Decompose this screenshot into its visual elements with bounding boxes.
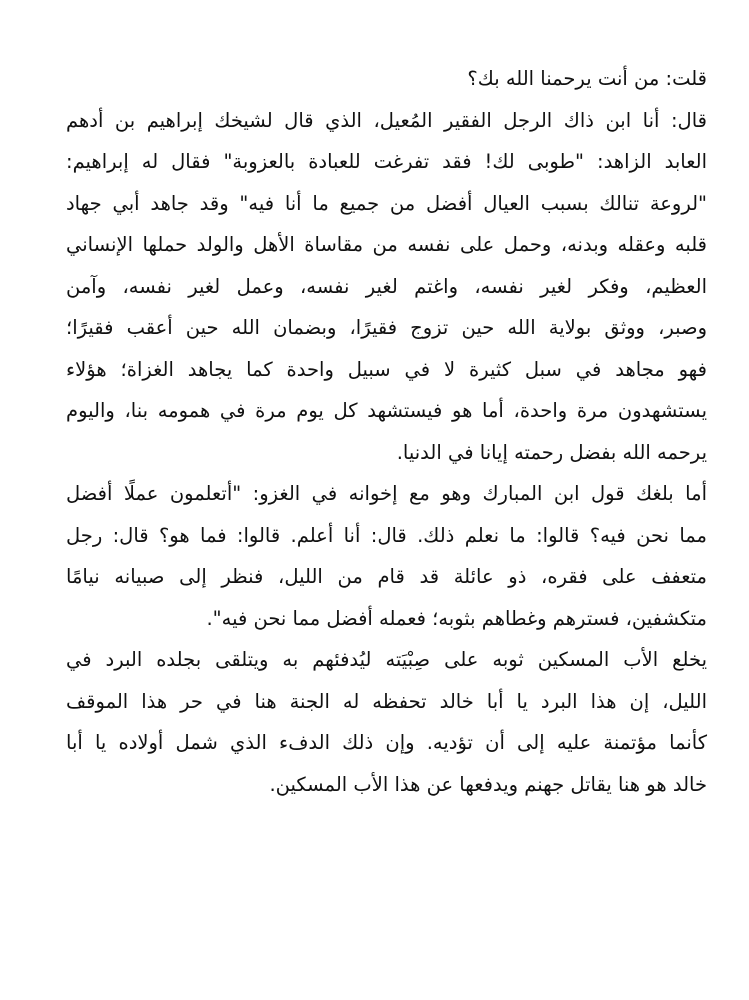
text-line: كأنما مؤتمنة عليه إلى أن تؤديه. وإن ذلك الدفء الذي شمل أولاده يا أبا — [66, 731, 707, 754]
text-line: خالد هو هنا يقاتل جهنم ويدفعها عن هذا الأب المسكين. — [269, 772, 707, 796]
text-line: العابد الزاهد: "طوبى لك! فقد تفرغت للعبادة بالعزوبة" فقال له إبراهيم: — [66, 150, 707, 173]
text-line: فهو مجاهد في سبل كثيرة لا في سبيل واحدة كما يجاهد الغزاة؛ هؤلاء — [66, 357, 707, 381]
text-line: الليل، إن هذا البرد يا أبا خالد تحفظه له الجنة هنا في حر هذا الموقف — [66, 689, 707, 713]
paragraph-3 — [66, 473, 707, 639]
text-line: قال: أنا ابن ذاك الرجل الفقير المُعيل، الذي قال لشيخك إبراهيم بن أدهم — [66, 108, 707, 132]
text-line: يستشهدون مرة واحدة، أما هو فيستشهد كل يوم مرة في همومه بنا، واليوم — [66, 399, 707, 422]
text-line: متكشفين، فسترهم وغطاهم بثوبه؛ فعمله أفضل مما نحن فيه". — [206, 606, 707, 630]
paragraph-1 — [66, 58, 707, 100]
text-line: "لروعة تنالك بسبب العيال أفضل من جميع ما أنا فيه" وقد جاهد أبي جهاد — [66, 191, 707, 215]
text-line: يخلع الأب المسكين ثوبه على صِبْيَته ليُدفئهم به ويتلقى بجلده البرد في — [66, 648, 707, 671]
text-line: قلبه وعقله وبدنه، وحمل على نفسه من مقاساة الأهل والولد حملها الإنساني — [66, 233, 707, 256]
paragraph-2 — [66, 100, 707, 474]
text-line: قلت: من أنت يرحمنا الله بك؟ — [467, 67, 707, 90]
text-line: وصبر، ووثق بولاية الله حين تزوج فقيرًا، وبضمان الله حين أعقب فقيرًا؛ — [66, 316, 707, 339]
text-line: العظيم، وفكر لغير نفسه، واغتم لغير نفسه، وعمل لغير نفسه، وآمن — [66, 274, 707, 298]
text-line: يرحمه الله بفضل رحمته إيانا في الدنيا. — [396, 440, 707, 464]
document-body — [66, 58, 707, 805]
text-line: مما نحن فيه؟ قالوا: ما نعلم ذلك. قال: أنا أعلم. قالوا: فما هو؟ قال: رجل — [66, 523, 707, 547]
text-line: أما بلغك قول ابن المبارك وهو مع إخوانه في الغزو: "أتعلمون عملًا أفضل — [66, 482, 707, 505]
text-line: متعفف على فقره، ذو عائلة قد قام من الليل، فنظر إلى صبيانه نيامًا — [66, 565, 707, 588]
paragraph-4 — [66, 639, 707, 805]
